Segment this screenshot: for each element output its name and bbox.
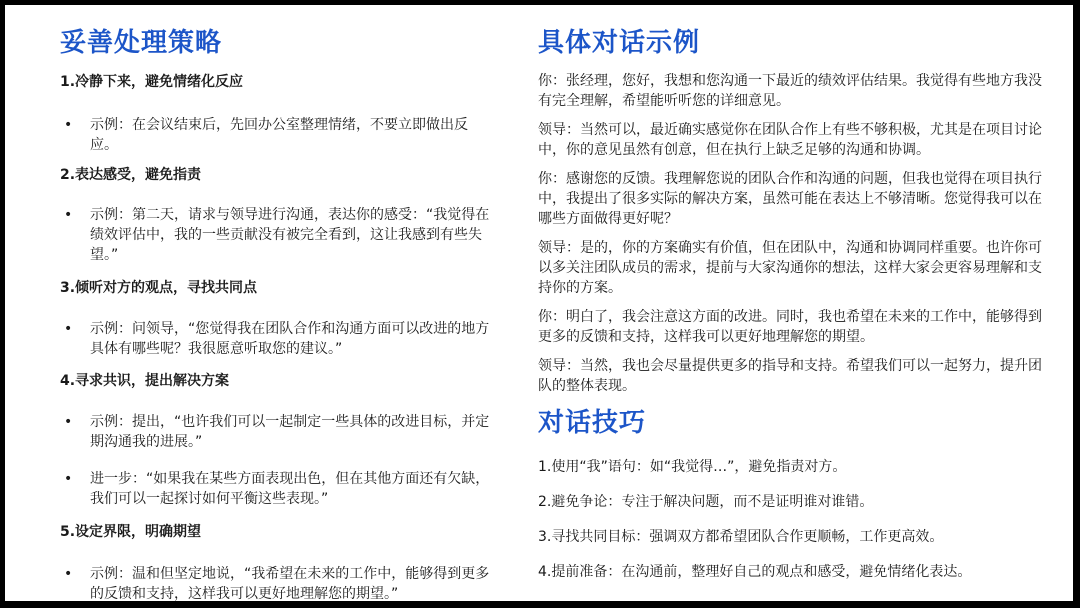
section-title: 1.冷静下来，避免情绪化反应 xyxy=(60,74,244,90)
tip-item: 3.寻找共同目标：强调双方都希望团队合作更顺畅，工作更高效。 xyxy=(538,529,944,545)
bullet-item: • 示例：提出，“也许我们可以一起制定一些具体的改进目标，并定期沟通我的进展。” xyxy=(60,412,490,452)
dialog-line: 你：感谢您的反馈。我理解您说的团队合作和沟通的问题，但我也觉得在项目执行中，我提出了很多实际的解决方案，虽然可能在表达上不够清晰。您觉得我可以在哪些方面做得更好呢？ xyxy=(538,171,1042,227)
dialog-heading: 具体对话示例 xyxy=(538,28,701,58)
tips-heading: 对话技巧 xyxy=(538,408,647,438)
dialog-line: 领导：当然，我也会尽量提供更多的指导和支持。希望我们可以一起努力，提升团队的整体表现。 xyxy=(538,358,1042,394)
tips-list xyxy=(538,457,1050,582)
section-title: 4.寻求共识，提出解决方案 xyxy=(60,373,230,389)
bullet-item: • 示例：在会议结束后，先回办公室整理情绪，不要立即做出反应。 xyxy=(60,115,490,155)
tip-item: 2.避免争论：专注于解决问题，而不是证明谁对谁错。 xyxy=(538,494,874,510)
strategy-list xyxy=(60,67,490,601)
section-title: 2.表达感受，避免指责 xyxy=(60,167,202,183)
bullet-item: • 示例：第二天，请求与领导进行沟通，表达你的感受：“我觉得在绩效评估中，我的一些贡献没有被完全看到，这让我感到有些失望。” xyxy=(60,205,490,265)
bullet-item: • 示例：温和但坚定地说，“我希望在未来的工作中，能够得到更多的反馈和支持，这样我可以更好地理解您的期望。” xyxy=(60,564,490,601)
section-title: 3.倾听对方的观点，寻找共同点 xyxy=(60,280,258,296)
dialog-line: 你：张经理，您好，我想和您沟通一下最近的绩效评估结果。我觉得有些地方我没有完全理解，希望能听听您的详细意见。 xyxy=(538,73,1042,109)
dialog-line: 领导：是的，你的方案确实有价值，但在团队中，沟通和协调同样重要。也许你可以多关注团队成员的需求，提前与大家沟通你的想法，这样大家会更容易理解和支持你的方案。 xyxy=(538,240,1042,296)
strategy-heading: 妥善处理策略 xyxy=(60,28,223,58)
dialog-line: 你：明白了，我会注意这方面的改进。同时，我也希望在未来的工作中，能够得到更多的反馈和支持，这样我可以更好地理解您的期望。 xyxy=(538,309,1042,345)
tip-item: 4.提前准备：在沟通前，整理好自己的观点和感受，避免情绪化表达。 xyxy=(538,564,972,580)
bullet-item: • 进一步：“如果我在某些方面表现出色，但在其他方面还有欠缺，我们可以一起探讨如何平衡这些表现。” xyxy=(60,469,490,509)
dialog-line: 领导：当然可以，最近确实感觉你在团队合作上有些不够积极，尤其是在项目讨论中，你的意见虽然有创意，但在执行上缺乏足够的沟通和协调。 xyxy=(538,122,1042,158)
bullet-item: • 示例：问领导，“您觉得我在团队合作和沟通方面可以改进的地方具体有哪些呢？我很愿意听取您的建议。” xyxy=(60,319,490,359)
tip-item: 1.使用“我”语句：如“我觉得…”，避免指责对方。 xyxy=(538,459,847,475)
dialog-list xyxy=(538,71,1050,396)
slide xyxy=(5,5,1073,601)
section-title: 5.设定界限，明确期望 xyxy=(60,524,202,540)
